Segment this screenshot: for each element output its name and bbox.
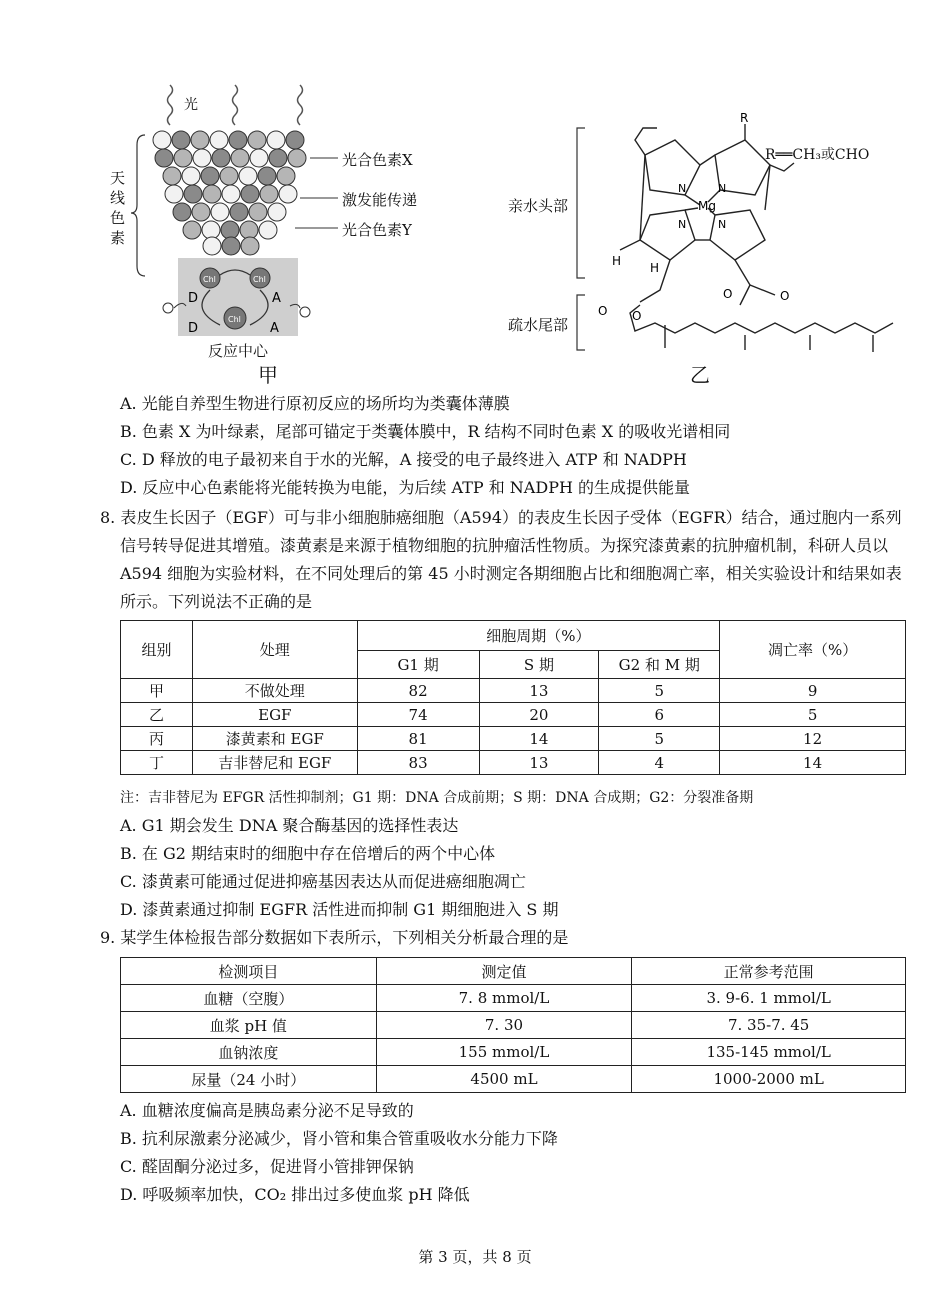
cell-value: 7. 8 mmol/L bbox=[376, 985, 632, 1012]
pigment-sphere bbox=[201, 167, 219, 185]
a-label-bottom: A bbox=[270, 321, 279, 336]
cell-g1: 82 bbox=[357, 679, 479, 703]
antenna-char: 色 bbox=[110, 209, 126, 227]
cell-item: 血浆 pH 值 bbox=[121, 1012, 377, 1039]
hydrophobic-tail-label: 疏水尾部 bbox=[508, 316, 569, 334]
pigment-sphere bbox=[163, 167, 181, 185]
pigment-sphere bbox=[203, 237, 221, 255]
pigment-sphere bbox=[239, 167, 257, 185]
pigment-sphere bbox=[229, 131, 247, 149]
cell-treat: EGF bbox=[192, 703, 357, 727]
pigment-sphere bbox=[240, 221, 258, 239]
q9-stem: 9. 某学生体检报告部分数据如下表所示，下列相关分析最合理的是 bbox=[100, 928, 569, 947]
chl-label-1: Chl bbox=[203, 275, 216, 284]
q7-option-a: A. 光能自养型生物进行原初反应的场所均为类囊体薄膜 bbox=[120, 394, 510, 413]
cell-g2m: 6 bbox=[599, 703, 720, 727]
table-row bbox=[121, 985, 906, 1012]
q8-header-g2m: G2 和 M 期 bbox=[599, 651, 720, 679]
pigment-sphere bbox=[259, 221, 277, 239]
cell-g1: 74 bbox=[357, 703, 479, 727]
table-row bbox=[121, 1066, 906, 1093]
h-label-2: H bbox=[650, 261, 660, 275]
n-label-2: N bbox=[718, 182, 727, 195]
pigment-sphere bbox=[222, 185, 240, 203]
figure-yi-caption: 乙 bbox=[690, 363, 710, 387]
table-row bbox=[121, 751, 906, 775]
pigment-sphere bbox=[258, 167, 276, 185]
n-label-4: N bbox=[678, 218, 687, 231]
pigment-sphere bbox=[211, 203, 229, 221]
pigment-sphere bbox=[210, 131, 228, 149]
pigment-sphere bbox=[220, 167, 238, 185]
antenna-char: 天 bbox=[110, 169, 126, 187]
q9-table bbox=[120, 957, 906, 1093]
q8-note: 注：吉非替尼为 EFGR 活性抑制剂；G1 期：DNA 合成前期；S 期：DNA 合成期；G2：分裂准备期 bbox=[120, 790, 754, 806]
h-label-1: H bbox=[612, 254, 622, 268]
cell-group: 丁 bbox=[121, 751, 193, 775]
q9-option-a: A. 血糖浓度偏高是胰岛素分泌不足导致的 bbox=[120, 1101, 414, 1120]
pigment-x-label: 光合色素X bbox=[342, 151, 413, 169]
pigment-sphere bbox=[250, 149, 268, 167]
q9-option-b: B. 抗利尿激素分泌减少，肾小管和集合管重吸收水分能力下降 bbox=[120, 1129, 558, 1148]
cell-g2m: 4 bbox=[599, 751, 720, 775]
page-footer: 第 3 页，共 8 页 bbox=[418, 1248, 532, 1266]
table-row bbox=[121, 679, 906, 703]
pigment-sphere bbox=[165, 185, 183, 203]
pigment-sphere bbox=[241, 237, 259, 255]
q9-header-row bbox=[121, 958, 906, 985]
cell-treat: 不做处理 bbox=[192, 679, 357, 703]
hydrophilic-head-label: 亲水头部 bbox=[508, 197, 569, 215]
cell-apop: 14 bbox=[720, 751, 906, 775]
q8-header-apop: 凋亡率（%） bbox=[720, 621, 906, 679]
reaction-center-label: 反应中心 bbox=[208, 342, 269, 360]
light-label: 光 bbox=[184, 97, 198, 113]
pigment-sphere bbox=[203, 185, 221, 203]
q8-table bbox=[120, 620, 906, 775]
cell-item: 尿量（24 小时） bbox=[121, 1066, 377, 1093]
pigment-sphere bbox=[184, 185, 202, 203]
q7-option-d: D. 反应中心色素能将光能转换为电能，为后续 ATP 和 NADPH 的生成提供能量 bbox=[120, 478, 690, 497]
cell-range: 3. 9-6. 1 mmol/L bbox=[632, 985, 906, 1012]
pigment-sphere bbox=[191, 131, 209, 149]
cell-s: 13 bbox=[479, 679, 599, 703]
cell-s: 14 bbox=[479, 727, 599, 751]
cell-apop: 5 bbox=[720, 703, 906, 727]
pigment-spheres bbox=[153, 131, 306, 255]
q9-option-c: C. 醛固酮分泌过多，促进肾小管排钾保钠 bbox=[120, 1157, 414, 1176]
antenna-label bbox=[110, 168, 128, 248]
chl-label-3: Chl bbox=[228, 315, 241, 324]
o-label-2: O bbox=[780, 289, 790, 303]
cell-g2m: 5 bbox=[599, 679, 720, 703]
pigment-y-label: 光合色素Y bbox=[342, 221, 412, 239]
r-formula: R══CH₃或CHO bbox=[765, 147, 870, 163]
antenna-char: 线 bbox=[110, 189, 126, 207]
pigment-sphere bbox=[241, 185, 259, 203]
q8-header-treat: 处理 bbox=[192, 621, 357, 679]
pigment-sphere bbox=[183, 221, 201, 239]
pigment-sphere bbox=[269, 149, 287, 167]
q8-option-b: B. 在 G2 期结束时的细胞中存在倍增后的两个中心体 bbox=[120, 844, 496, 863]
pigment-sphere bbox=[268, 203, 286, 221]
q7-option-c: C. D 释放的电子最初来自于水的光解，A 接受的电子最终进入 ATP 和 NADPH bbox=[120, 450, 687, 469]
pigment-sphere bbox=[231, 149, 249, 167]
pigment-sphere bbox=[153, 131, 171, 149]
q8-header-s: S 期 bbox=[479, 651, 599, 679]
q9-header-range: 正常参考范围 bbox=[632, 958, 906, 985]
o-label-3: O bbox=[598, 304, 608, 318]
q9-header-item: 检测项目 bbox=[121, 958, 377, 985]
q9-option-d: D. 呼吸频率加快，CO₂ 排出过多使血浆 pH 降低 bbox=[120, 1185, 470, 1204]
pigment-sphere bbox=[182, 167, 200, 185]
cell-value: 155 mmol/L bbox=[376, 1039, 632, 1066]
pigment-sphere bbox=[173, 203, 191, 221]
d-label-bottom: D bbox=[188, 321, 199, 336]
pigment-sphere bbox=[286, 131, 304, 149]
q8-option-a: A. G1 期会发生 DNA 聚合酶基因的选择性表达 bbox=[120, 816, 459, 835]
cell-group: 丙 bbox=[121, 727, 193, 751]
pigment-sphere bbox=[202, 221, 220, 239]
cell-treat: 漆黄素和 EGF bbox=[192, 727, 357, 751]
excitation-transfer-label: 激发能传递 bbox=[342, 191, 418, 209]
pigment-sphere bbox=[221, 221, 239, 239]
pigment-sphere bbox=[230, 203, 248, 221]
pigment-sphere bbox=[192, 203, 210, 221]
table-row bbox=[121, 1039, 906, 1066]
pigment-sphere bbox=[260, 185, 278, 203]
antenna-char: 素 bbox=[110, 229, 126, 247]
q9-header-value: 测定值 bbox=[376, 958, 632, 985]
q7-option-b: B. 色素 X 为叶绿素，尾部可锚定于类囊体膜中，R 结构不同时色素 X 的吸收光谱相同 bbox=[120, 422, 731, 441]
pigment-sphere bbox=[249, 203, 267, 221]
cell-range: 7. 35-7. 45 bbox=[632, 1012, 906, 1039]
table-row bbox=[121, 727, 906, 751]
pigment-sphere bbox=[248, 131, 266, 149]
cell-treat: 吉非替尼和 EGF bbox=[192, 751, 357, 775]
q8-header-group: 组别 bbox=[121, 621, 193, 679]
table-row bbox=[121, 1012, 906, 1039]
q8-option-d: D. 漆黄素通过抑制 EGFR 活性进而抑制 G1 期细胞进入 S 期 bbox=[120, 900, 559, 919]
q8-header-g1: G1 期 bbox=[357, 651, 479, 679]
cell-g1: 81 bbox=[357, 727, 479, 751]
pigment-sphere bbox=[155, 149, 173, 167]
cell-value: 7. 30 bbox=[376, 1012, 632, 1039]
q8-header-cycle: 细胞周期（%） bbox=[357, 621, 719, 651]
pigment-sphere bbox=[193, 149, 211, 167]
o-label-4: O bbox=[632, 309, 642, 323]
pigment-sphere bbox=[174, 149, 192, 167]
pigment-sphere bbox=[279, 185, 297, 203]
figure-jia-caption: 甲 bbox=[258, 363, 278, 387]
cell-s: 13 bbox=[479, 751, 599, 775]
pigment-sphere bbox=[288, 149, 306, 167]
cell-value: 4500 mL bbox=[376, 1066, 632, 1093]
cell-group: 乙 bbox=[121, 703, 193, 727]
pigment-sphere bbox=[277, 167, 295, 185]
d-label-top: D bbox=[188, 291, 199, 306]
pigment-sphere bbox=[212, 149, 230, 167]
q8-stem-text: 8. 表皮生长因子（EGF）可与非小细胞肺癌细胞（A594）的表皮生长因子受体（EGFR）结合，通过胞内一系列信号转导促进其增殖。漆黄素是来源于植物细胞的抗肿瘤活性物质。为探究漆黄素的抗肿瘤机制，科研人员以 A594 细胞为实验材料，在不同处理后的第 45 小时测定各期细胞占比和细胞凋亡率，相关实验设计和结果如表所示。下列说法不正确的是 bbox=[100, 508, 902, 611]
r-label: R bbox=[740, 111, 749, 125]
cell-apop: 12 bbox=[720, 727, 906, 751]
cell-g2m: 5 bbox=[599, 727, 720, 751]
chl-label-2: Chl bbox=[253, 275, 266, 284]
q8-stem bbox=[100, 504, 910, 616]
cell-item: 血钠浓度 bbox=[121, 1039, 377, 1066]
a-label-top: A bbox=[272, 291, 281, 306]
cell-range: 135-145 mmol/L bbox=[632, 1039, 906, 1066]
pigment-sphere bbox=[222, 237, 240, 255]
cell-group: 甲 bbox=[121, 679, 193, 703]
n-label-3: N bbox=[718, 218, 727, 231]
q8-header-row bbox=[121, 621, 906, 651]
cell-range: 1000-2000 mL bbox=[632, 1066, 906, 1093]
o-label-1: O bbox=[723, 287, 733, 301]
cell-s: 20 bbox=[479, 703, 599, 727]
q8-option-c: C. 漆黄素可能通过促进抑癌基因表达从而促进癌细胞凋亡 bbox=[120, 872, 526, 891]
cell-apop: 9 bbox=[720, 679, 906, 703]
table-row bbox=[121, 703, 906, 727]
mg-label: Mg bbox=[698, 199, 716, 213]
n-label-1: N bbox=[678, 182, 687, 195]
cell-item: 血糖（空腹） bbox=[121, 985, 377, 1012]
pigment-sphere bbox=[267, 131, 285, 149]
pigment-sphere bbox=[172, 131, 190, 149]
cell-g1: 83 bbox=[357, 751, 479, 775]
